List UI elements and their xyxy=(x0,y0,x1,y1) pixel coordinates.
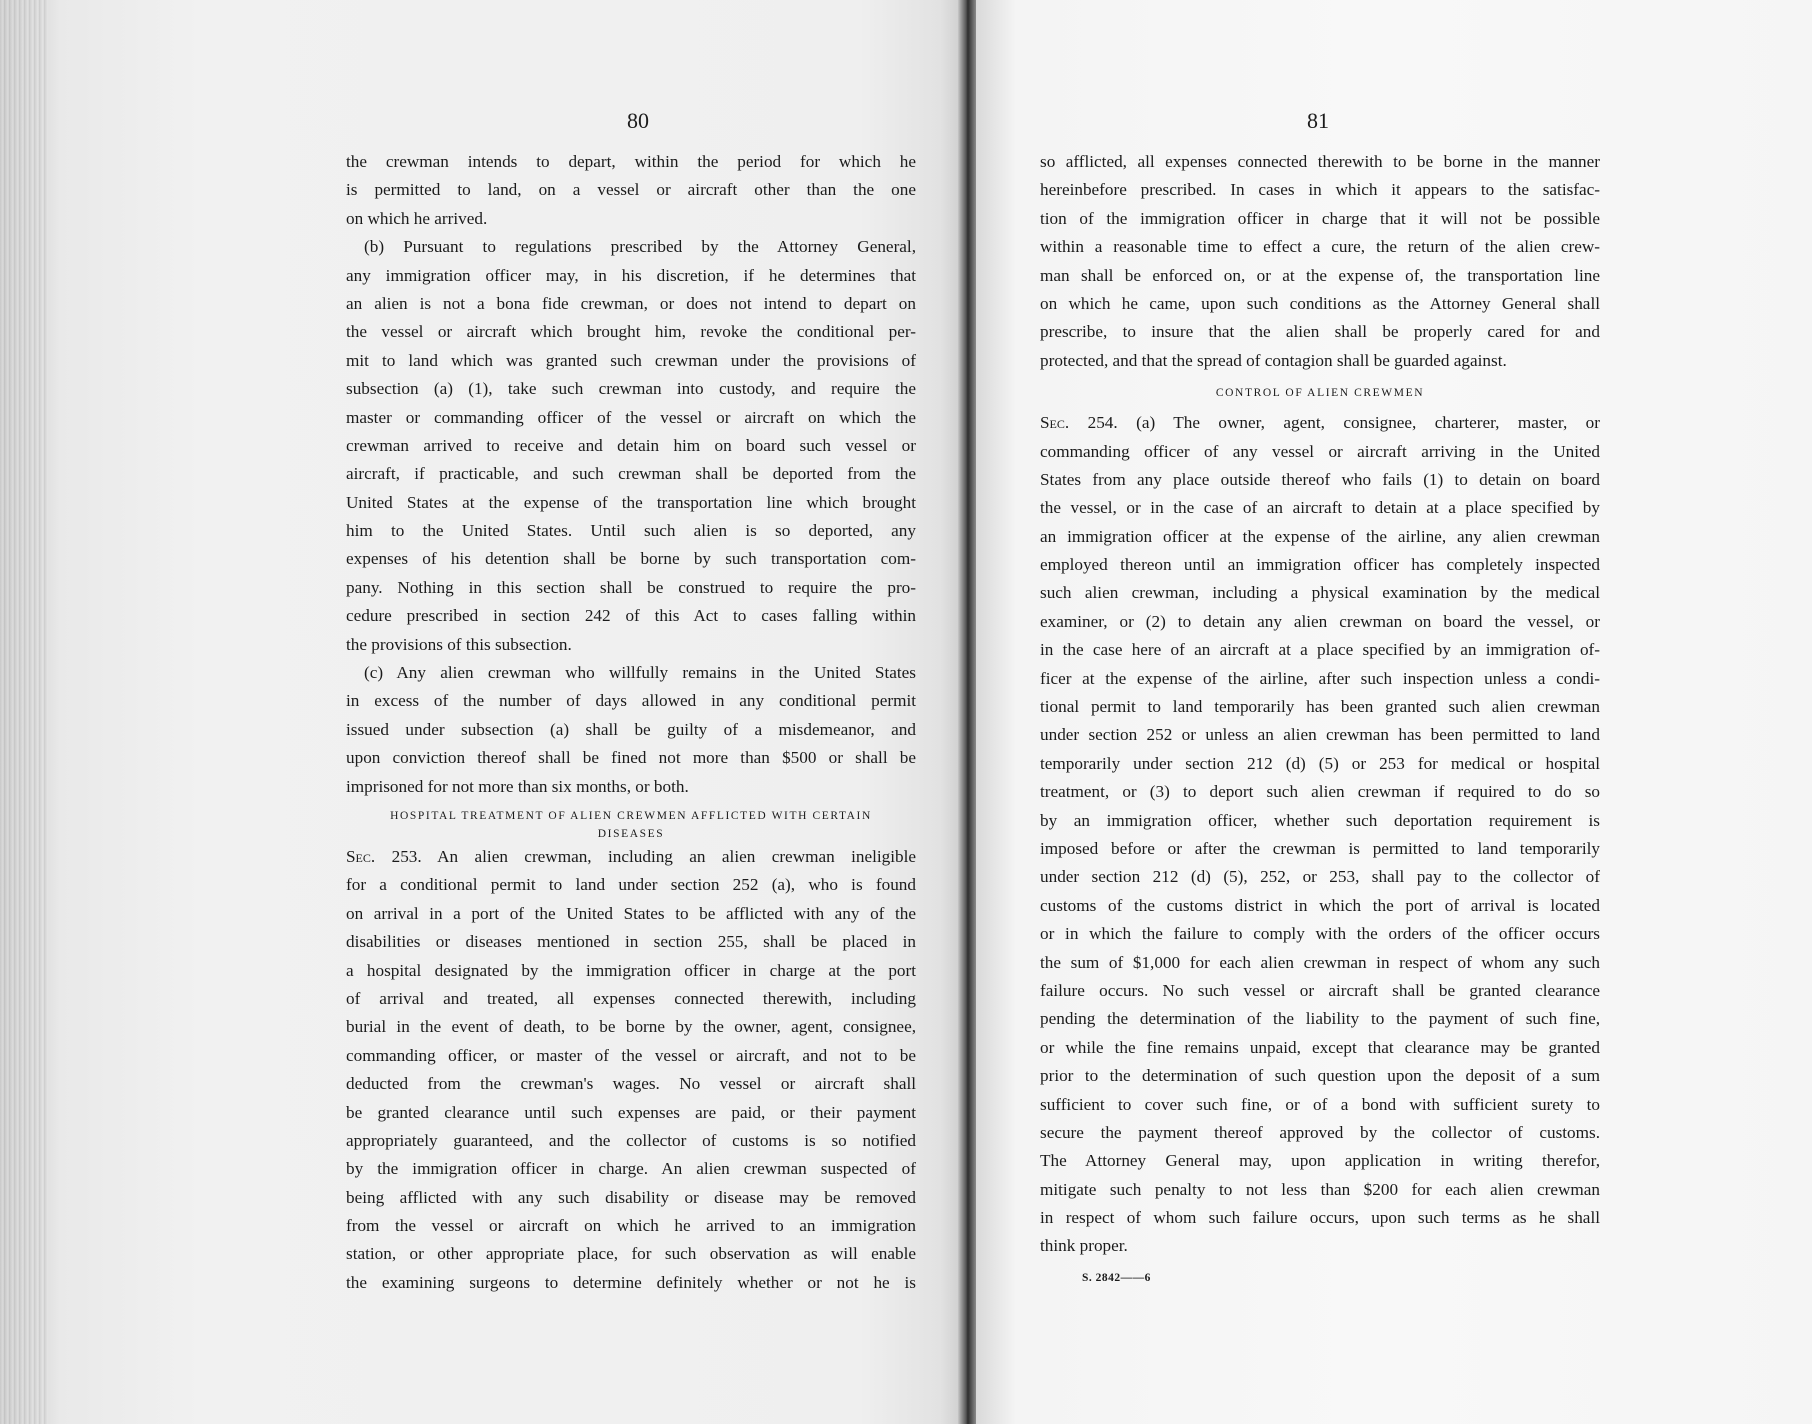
text-line: on which he arrived. xyxy=(346,208,488,228)
text-line: in respect of whom such failure occurs, upon such terms as he shall xyxy=(1040,1208,1600,1228)
right-page-body xyxy=(1040,148,1600,1261)
text-line: think proper. xyxy=(1040,1236,1128,1256)
text-line: by an immigration officer, whether such deportation requirement is xyxy=(1040,810,1600,830)
text-line: the examining surgeons to determine definitely whether or not he is xyxy=(346,1272,916,1292)
text-line: failure occurs. No such vessel or aircraft shall be granted clearance xyxy=(1040,980,1600,1000)
text-line: (c) Any alien crewman who willfully remains in the United States xyxy=(364,663,916,683)
text-line: expenses of his detention shall be borne by such transportation com- xyxy=(346,549,916,569)
text-line: the vessel, or in the case of an aircraft to detain at a place specified by xyxy=(1040,498,1600,518)
left-text-block-1 xyxy=(346,148,916,801)
text-line: customs of the customs district in which the port of arrival is located xyxy=(1040,895,1600,915)
text-line: commanding officer, or master of the vessel or aircraft, and not to be xyxy=(346,1045,916,1065)
text-line: on which he came, upon such conditions as the Attorney General shall xyxy=(1040,293,1600,313)
text-line: by the immigration officer in charge. An alien crewman suspected of xyxy=(346,1159,916,1179)
text-line: commanding officer of any vessel or aircraft arriving in the United xyxy=(1040,441,1600,461)
book-gutter xyxy=(958,0,976,1424)
text-line: cedure prescribed in section 242 of this Act to cases falling within xyxy=(346,606,916,626)
text-line: United States at the expense of the transportation line which brought xyxy=(346,492,916,512)
text-line: burial in the event of death, to be borne by the owner, agent, consignee, xyxy=(346,1017,916,1037)
left-text-block-2 xyxy=(346,871,916,1297)
text-line: or in which the failure to comply with the orders of the officer occurs xyxy=(1040,924,1600,944)
text-line: is permitted to land, on a vessel or aircraft other than the one xyxy=(346,180,916,200)
text-line: being afflicted with any such disability or disease may be removed xyxy=(346,1187,916,1207)
text-line: pany. Nothing in this section shall be construed to require the pro- xyxy=(346,577,916,597)
section-254-first-line xyxy=(1040,409,1600,437)
text-line: hereinbefore prescribed. In cases in which it appears to the satisfac- xyxy=(1040,180,1600,200)
text-line: of arrival and treated, all expenses connected therewith, including xyxy=(346,988,916,1008)
text-line: ficer at the expense of the airline, after such inspection unless a condi- xyxy=(1040,668,1600,688)
text-line: man shall be enforced on, or at the expense of, the transportation line xyxy=(1040,265,1600,285)
right-text-block-1 xyxy=(1040,148,1600,375)
section-heading-254: CONTROL OF ALIEN CREWMEN xyxy=(1215,387,1425,400)
text-line: States from any place outside thereof who fails (1) to detain on board xyxy=(1040,469,1600,489)
section-253-first-line xyxy=(346,843,916,871)
sec-text: 253. An alien crewman, including an alien crewman ineligible xyxy=(375,846,916,866)
text-line: deducted from the crewman's wages. No vessel or aircraft shall xyxy=(346,1074,916,1094)
text-line: treatment, or (3) to deport such alien crewman if required to do so xyxy=(1040,782,1600,802)
text-line: any immigration officer may, in his discretion, if he determines that xyxy=(346,265,916,285)
text-line: employed thereon until an immigration officer has completely inspected xyxy=(1040,555,1600,575)
text-line: pending the determination of the liability to the payment of such fine, xyxy=(1040,1009,1600,1029)
text-line: a hospital designated by the immigration officer in charge at the port xyxy=(346,960,916,980)
text-line: (b) Pursuant to regulations prescribed by the Attorney General, xyxy=(364,237,916,257)
text-line: sufficient to cover such fine, or of a bond with sufficient surety to xyxy=(1040,1094,1600,1114)
text-line: the crewman intends to depart, within the period for which he xyxy=(346,152,916,171)
text-line: protected, and that the spread of contagion shall be guarded against. xyxy=(1040,350,1507,370)
text-line: appropriately guaranteed, and the collector of customs is so notified xyxy=(346,1130,916,1150)
text-line: mitigate such penalty to not less than $200 for each alien crewman xyxy=(1040,1179,1600,1199)
text-line: crewman arrived to receive and detain him on board such vessel or xyxy=(346,435,916,455)
text-line: temporarily under section 212 (d) (5) or 253 for medical or hospital xyxy=(1040,753,1600,773)
text-line: the sum of $1,000 for each alien crewman in respect of whom any such xyxy=(1040,952,1600,972)
page-footer-signature: S. 2842——6 xyxy=(1082,1272,1151,1284)
text-line: disabilities or diseases mentioned in section 255, shall be placed in xyxy=(346,932,916,952)
text-line: imposed before or after the crewman is permitted to land temporarily xyxy=(1040,838,1600,858)
text-line: secure the payment thereof approved by the collector of customs. xyxy=(1040,1122,1600,1142)
text-line: prior to the determination of such question upon the deposit of a sum xyxy=(1040,1066,1600,1086)
text-line: upon conviction thereof shall be fined not more than $500 or shall be xyxy=(346,748,916,768)
text-line: tional permit to land temporarily has been granted such alien crewman xyxy=(1040,697,1600,717)
text-line: station, or other appropriate place, for such observation as will enable xyxy=(346,1244,916,1264)
text-line: The Attorney General may, upon application in writing therefor, xyxy=(1040,1151,1600,1171)
text-line: from the vessel or aircraft on which he arrived to an immigration xyxy=(346,1216,916,1236)
text-line: or while the fine remains unpaid, except that clearance may be granted xyxy=(1040,1037,1600,1057)
text-line: in the case here of an aircraft at a place specified by an immigration of- xyxy=(1040,640,1600,660)
text-line: mit to land which was granted such crewman under the provisions of xyxy=(346,350,916,370)
text-line: imprisoned for not more than six months, or both. xyxy=(346,776,689,796)
text-line: him to the United States. Until such alien is so deported, any xyxy=(346,521,916,541)
text-line: prescribe, to insure that the alien shall be properly cared for and xyxy=(1040,322,1600,342)
text-line: master or commanding officer of the vessel or aircraft on which the xyxy=(346,407,916,427)
text-line: the provisions of this subsection. xyxy=(346,634,572,654)
text-line: on arrival in a port of the United States to be afflicted with any of the xyxy=(346,903,916,923)
text-line: such alien crewman, including a physical examination by the medical xyxy=(1040,583,1600,603)
text-line: for a conditional permit to land under section 252 (a), who is found xyxy=(346,875,916,895)
text-line: the vessel or aircraft which brought him, revoke the conditional per- xyxy=(346,322,916,342)
text-line: be granted clearance until such expenses are paid, or their payment xyxy=(346,1102,916,1122)
text-line: within a reasonable time to effect a cure, the return of the alien crew- xyxy=(1040,237,1600,257)
text-line: subsection (a) (1), take such crewman into custody, and require the xyxy=(346,379,916,399)
text-line: issued under subsection (a) shall be guilty of a misdemeanor, and xyxy=(346,719,916,739)
text-line: aircraft, if practicable, and such crewman shall be deported from the xyxy=(346,464,916,484)
text-line: under section 252 or unless an alien crewman has been permitted to land xyxy=(1040,725,1600,745)
heading-line: DISEASES xyxy=(597,827,665,840)
sec-text: 254. (a) The owner, agent, consignee, charterer, master, or xyxy=(1069,413,1600,433)
text-line: in excess of the number of days allowed in any conditional permit xyxy=(346,691,916,711)
left-page-body xyxy=(346,148,916,1297)
text-line: an immigration officer at the expense of the airline, any alien crewman xyxy=(1040,526,1600,546)
heading-line: HOSPITAL TREATMENT OF ALIEN CREWMEN AFFLICTED WITH CERTAIN xyxy=(390,809,872,822)
sec-label: Sec. xyxy=(346,846,376,866)
page-number-right: 81 xyxy=(1307,108,1329,133)
text-line: so afflicted, all expenses connected therewith to be borne in the manner xyxy=(1040,152,1600,171)
text-line: an alien is not a bona fide crewman, or does not intend to depart on xyxy=(346,293,916,313)
text-line: examiner, or (2) to detain any alien crewman on board the vessel, or xyxy=(1040,611,1600,631)
text-line: tion of the immigration officer in charge that it will not be possible xyxy=(1040,208,1600,228)
sec-label: Sec. xyxy=(1040,413,1070,433)
page-stack-edge xyxy=(0,0,48,1424)
section-heading-253 xyxy=(346,807,916,843)
page-number-left: 80 xyxy=(627,108,649,133)
text-line: under section 212 (d) (5), 252, or 253, shall pay to the collector of xyxy=(1040,867,1600,887)
right-text-block-2 xyxy=(1040,438,1600,1261)
